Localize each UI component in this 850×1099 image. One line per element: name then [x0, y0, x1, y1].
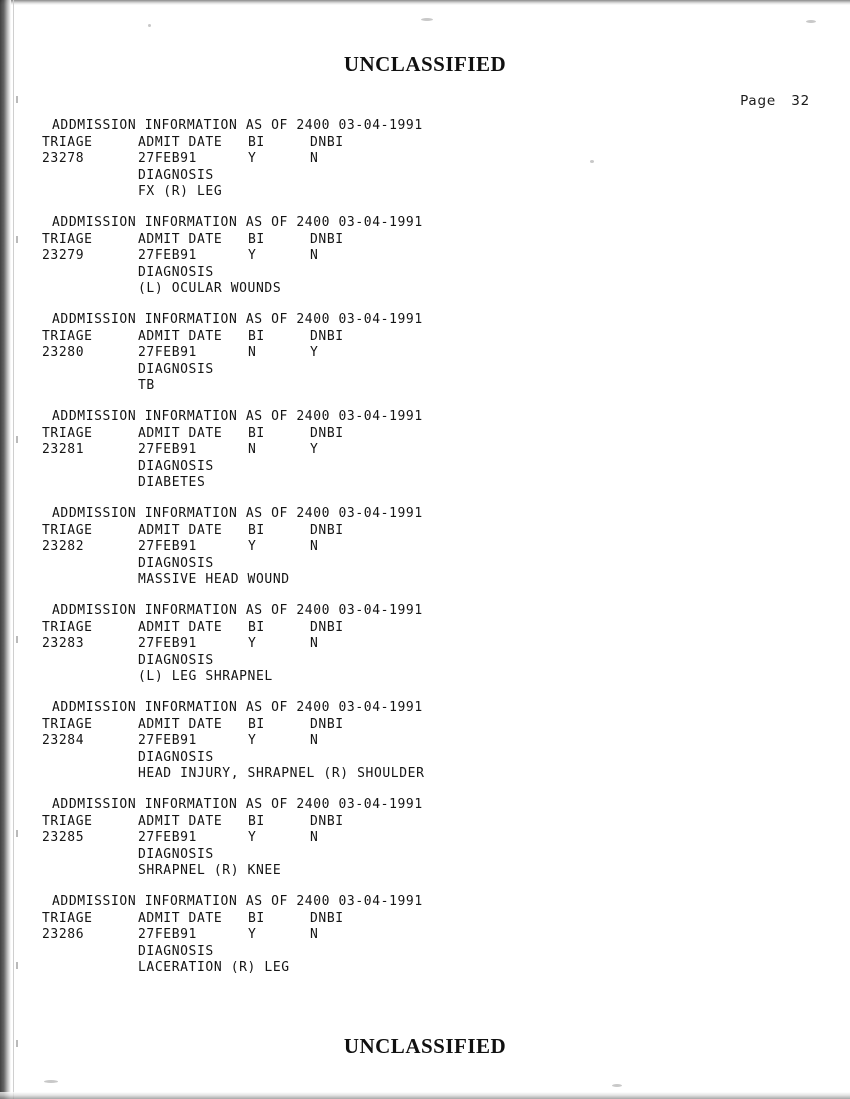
- page-number: Page 32: [740, 93, 810, 109]
- column-header-bi: BI: [248, 134, 265, 150]
- column-header-dnbi: DNBI: [310, 134, 344, 150]
- diagnosis-value: FX (R) LEG: [138, 184, 223, 199]
- column-header-dnbi: DNBI: [310, 716, 344, 732]
- column-header-dnbi: DNBI: [310, 619, 344, 635]
- column-header-bi: BI: [248, 231, 265, 247]
- diagnosis-value: MASSIVE HEAD WOUND: [138, 572, 290, 587]
- record-header: ADDMISSION INFORMATION AS OF 2400 03-04-1991: [52, 797, 423, 812]
- value-triage: 23284: [42, 733, 85, 748]
- record-header: ADDMISSION INFORMATION AS OF 2400 03-04-1991: [52, 118, 423, 133]
- diagnosis-label: DIAGNOSIS: [138, 943, 214, 959]
- value-admit-date: 27FEB91: [138, 539, 197, 554]
- column-header-triage: TRIAGE: [42, 328, 93, 344]
- record-header: ADDMISSION INFORMATION AS OF 2400 03-04-1991: [52, 409, 423, 424]
- value-triage: 23285: [42, 830, 85, 845]
- diagnosis-label: DIAGNOSIS: [138, 264, 214, 280]
- admission-record: [42, 506, 782, 589]
- value-bi: Y: [248, 830, 257, 845]
- scan-speck: [806, 20, 816, 23]
- value-dnbi: N: [310, 151, 319, 166]
- value-triage: 23280: [42, 345, 85, 360]
- scan-edge-tick: [16, 96, 18, 103]
- record-column-headers: [42, 911, 782, 928]
- value-dnbi: N: [310, 733, 319, 748]
- value-admit-date: 27FEB91: [138, 733, 197, 748]
- admission-record: [42, 797, 782, 880]
- value-bi: N: [248, 442, 257, 457]
- admission-records-list: [42, 118, 782, 991]
- record-column-headers: [42, 426, 782, 443]
- value-dnbi: Y: [310, 345, 319, 360]
- value-dnbi: N: [310, 927, 319, 942]
- record-values: [42, 248, 782, 265]
- value-admit-date: 27FEB91: [138, 830, 197, 845]
- diagnosis-label: DIAGNOSIS: [138, 458, 214, 474]
- record-values: [42, 442, 782, 459]
- diagnosis-value: SHRAPNEL (R) KNEE: [138, 863, 282, 878]
- diagnosis-label: DIAGNOSIS: [138, 555, 214, 571]
- diagnosis-value: LACERATION (R) LEG: [138, 960, 290, 975]
- value-bi: Y: [248, 539, 257, 554]
- column-header-bi: BI: [248, 522, 265, 538]
- admission-record: [42, 603, 782, 686]
- column-header-admit-date: ADMIT DATE: [138, 813, 223, 829]
- record-values: [42, 733, 782, 750]
- admission-record: [42, 894, 782, 977]
- record-header: ADDMISSION INFORMATION AS OF 2400 03-04-1991: [52, 312, 423, 327]
- record-header: ADDMISSION INFORMATION AS OF 2400 03-04-1991: [52, 894, 423, 909]
- record-column-headers: [42, 717, 782, 734]
- value-admit-date: 27FEB91: [138, 442, 197, 457]
- column-header-bi: BI: [248, 910, 265, 926]
- column-header-admit-date: ADMIT DATE: [138, 328, 223, 344]
- column-header-triage: TRIAGE: [42, 134, 93, 150]
- diagnosis-label: DIAGNOSIS: [138, 846, 214, 862]
- value-dnbi: N: [310, 830, 319, 845]
- scan-speck: [44, 1080, 58, 1083]
- column-header-triage: TRIAGE: [42, 231, 93, 247]
- record-header: ADDMISSION INFORMATION AS OF 2400 03-04-1991: [52, 215, 423, 230]
- record-header: ADDMISSION INFORMATION AS OF 2400 03-04-1991: [52, 700, 423, 715]
- value-triage: 23278: [42, 151, 85, 166]
- record-header: ADDMISSION INFORMATION AS OF 2400 03-04-1991: [52, 506, 423, 521]
- value-bi: Y: [248, 151, 257, 166]
- admission-record: [42, 118, 782, 201]
- column-header-bi: BI: [248, 328, 265, 344]
- value-triage: 23281: [42, 442, 85, 457]
- column-header-triage: TRIAGE: [42, 716, 93, 732]
- column-header-dnbi: DNBI: [310, 910, 344, 926]
- record-column-headers: [42, 523, 782, 540]
- column-header-bi: BI: [248, 425, 265, 441]
- admission-record: [42, 215, 782, 298]
- column-header-admit-date: ADMIT DATE: [138, 425, 223, 441]
- classification-banner-bottom: UNCLASSIFIED: [343, 1034, 507, 1058]
- admission-record: [42, 409, 782, 492]
- column-header-bi: BI: [248, 716, 265, 732]
- scan-speck: [612, 1084, 622, 1087]
- diagnosis-value: (L) OCULAR WOUNDS: [138, 281, 282, 296]
- record-values: [42, 636, 782, 653]
- admission-record: [42, 700, 782, 783]
- classification-banner-top: UNCLASSIFIED: [343, 52, 507, 76]
- scan-top-edge-artifact: [0, 0, 850, 5]
- diagnosis-value: TB: [138, 378, 155, 393]
- scan-speck: [148, 24, 151, 27]
- column-header-admit-date: ADMIT DATE: [138, 910, 223, 926]
- scan-edge-tick: [16, 636, 18, 643]
- diagnosis-label: DIAGNOSIS: [138, 652, 214, 668]
- column-header-admit-date: ADMIT DATE: [138, 134, 223, 150]
- column-header-dnbi: DNBI: [310, 425, 344, 441]
- value-dnbi: Y: [310, 442, 319, 457]
- diagnosis-label: DIAGNOSIS: [138, 361, 214, 377]
- scan-speck: [421, 18, 433, 21]
- value-admit-date: 27FEB91: [138, 248, 197, 263]
- value-triage: 23282: [42, 539, 85, 554]
- value-triage: 23279: [42, 248, 85, 263]
- value-bi: Y: [248, 636, 257, 651]
- scan-edge-tick: [16, 830, 18, 837]
- column-header-dnbi: DNBI: [310, 231, 344, 247]
- column-header-dnbi: DNBI: [310, 328, 344, 344]
- diagnosis-value: DIABETES: [138, 475, 206, 490]
- record-header: ADDMISSION INFORMATION AS OF 2400 03-04-1991: [52, 603, 423, 618]
- value-dnbi: N: [310, 636, 319, 651]
- scan-edge-tick: [16, 436, 18, 443]
- record-values: [42, 830, 782, 847]
- column-header-triage: TRIAGE: [42, 813, 93, 829]
- column-header-triage: TRIAGE: [42, 425, 93, 441]
- column-header-admit-date: ADMIT DATE: [138, 522, 223, 538]
- scan-edge-tick: [16, 962, 18, 969]
- record-column-headers: [42, 135, 782, 152]
- record-column-headers: [42, 329, 782, 346]
- column-header-admit-date: ADMIT DATE: [138, 619, 223, 635]
- diagnosis-value: HEAD INJURY, SHRAPNEL (R) SHOULDER: [138, 766, 425, 781]
- column-header-bi: BI: [248, 813, 265, 829]
- column-header-bi: BI: [248, 619, 265, 635]
- diagnosis-value: (L) LEG SHRAPNEL: [138, 669, 273, 684]
- diagnosis-label: DIAGNOSIS: [138, 167, 214, 183]
- value-admit-date: 27FEB91: [138, 345, 197, 360]
- admission-record: [42, 312, 782, 395]
- record-values: [42, 927, 782, 944]
- column-header-admit-date: ADMIT DATE: [138, 716, 223, 732]
- value-admit-date: 27FEB91: [138, 636, 197, 651]
- value-bi: Y: [248, 248, 257, 263]
- scan-left-margin-line: [13, 0, 14, 1099]
- record-column-headers: [42, 814, 782, 831]
- value-bi: Y: [248, 927, 257, 942]
- scan-edge-tick: [16, 236, 18, 243]
- scan-bottom-edge-artifact: [0, 1092, 850, 1099]
- column-header-triage: TRIAGE: [42, 910, 93, 926]
- record-values: [42, 539, 782, 556]
- scan-left-edge-artifact: [0, 0, 11, 1099]
- record-values: [42, 151, 782, 168]
- column-header-triage: TRIAGE: [42, 619, 93, 635]
- value-admit-date: 27FEB91: [138, 927, 197, 942]
- value-bi: Y: [248, 733, 257, 748]
- column-header-dnbi: DNBI: [310, 813, 344, 829]
- record-values: [42, 345, 782, 362]
- record-column-headers: [42, 620, 782, 637]
- value-triage: 23283: [42, 636, 85, 651]
- value-bi: N: [248, 345, 257, 360]
- value-admit-date: 27FEB91: [138, 151, 197, 166]
- value-dnbi: N: [310, 539, 319, 554]
- column-header-admit-date: ADMIT DATE: [138, 231, 223, 247]
- diagnosis-label: DIAGNOSIS: [138, 749, 214, 765]
- column-header-dnbi: DNBI: [310, 522, 344, 538]
- value-triage: 23286: [42, 927, 85, 942]
- record-column-headers: [42, 232, 782, 249]
- value-dnbi: N: [310, 248, 319, 263]
- column-header-triage: TRIAGE: [42, 522, 93, 538]
